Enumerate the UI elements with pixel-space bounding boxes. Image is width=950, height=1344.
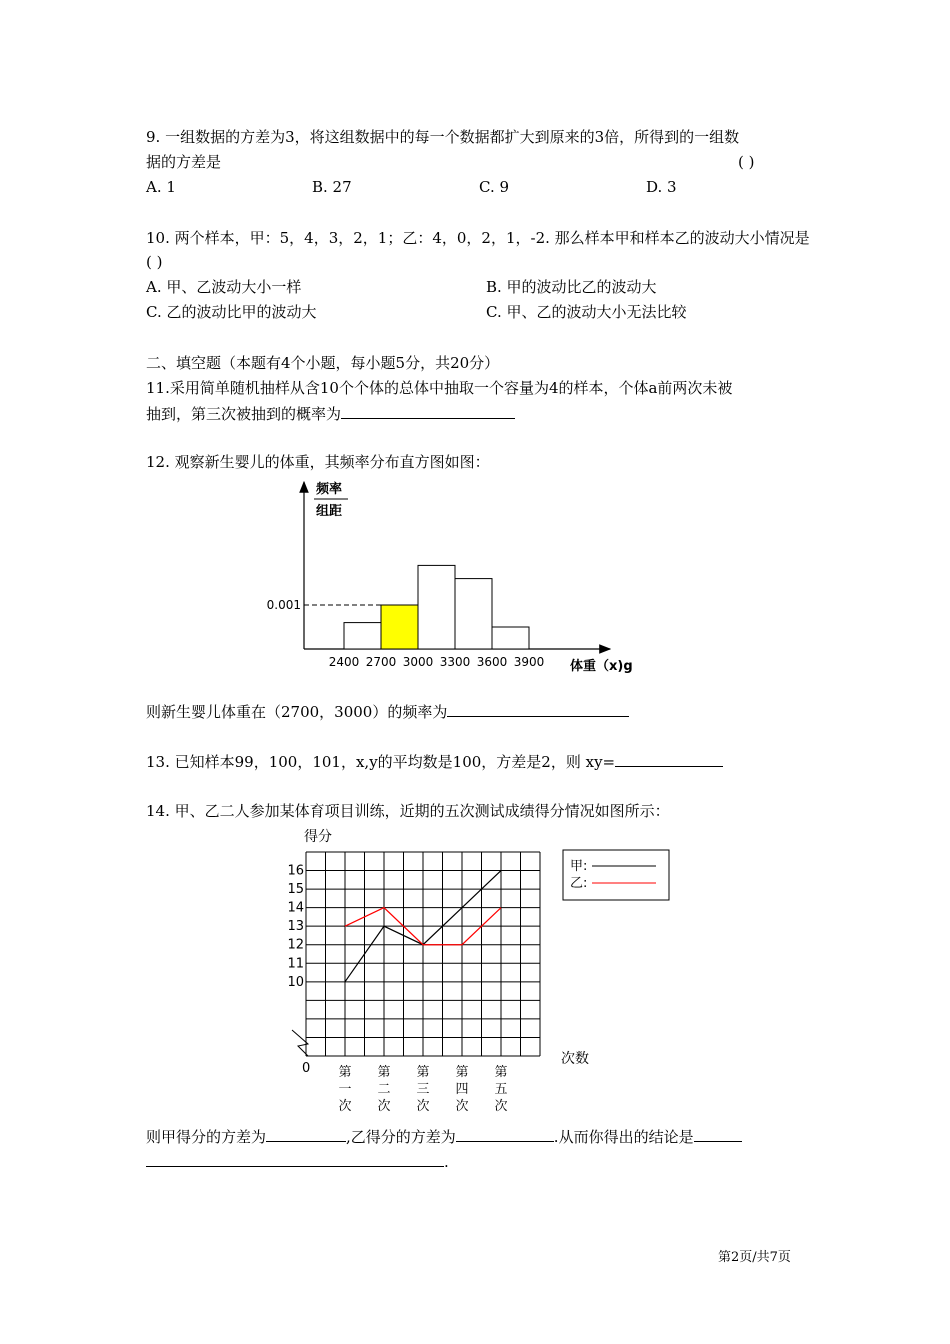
line-chart-x-label <box>338 1065 351 1114</box>
q9-option-b: B. 27 <box>312 178 352 196</box>
line-chart-xlabel: 次数 <box>561 1051 589 1067</box>
histogram-bar-4 <box>455 579 492 649</box>
svg-text:三: 三 <box>416 1082 430 1097</box>
q11-line1: 11.采用简单随机抽样从含10个个体的总体中抽取一个容量为4的样本，个体a前两次未被 <box>146 379 733 397</box>
q9-option-c: C. 9 <box>479 178 510 196</box>
svg-text:第: 第 <box>494 1065 508 1080</box>
q14-tail-c: .从而你得出的结论是 <box>553 1128 694 1146</box>
line-chart-x-label <box>416 1065 429 1114</box>
svg-text:第: 第 <box>377 1065 391 1080</box>
histogram-reference-label: 0.001 <box>266 598 301 612</box>
svg-text:次: 次 <box>416 1099 430 1114</box>
q9-option-d: D. 3 <box>646 178 677 196</box>
histogram-bar-3 <box>418 565 455 649</box>
q12-tail-text: 则新生婴儿体重在（2700，3000）的频率为 <box>146 703 448 721</box>
q9-option-a: A. 1 <box>146 178 176 196</box>
line-chart-legend <box>563 850 669 900</box>
q11-line2-text: 抽到，第三次被抽到的概率为 <box>146 405 342 423</box>
line-chart-y-tick: 14 <box>287 900 304 916</box>
histogram-x-tick: 3300 <box>439 655 471 669</box>
line-chart-x-label <box>494 1065 507 1114</box>
svg-text:五: 五 <box>494 1082 508 1097</box>
q10-option-a: A. 甲、乙波动大小一样 <box>146 278 302 296</box>
histogram-x-tick: 2400 <box>328 655 360 669</box>
histogram-ylabel-bottom: 组距 <box>316 504 343 519</box>
q13-answer-blank[interactable] <box>615 751 723 767</box>
legend-label-jia: 甲: <box>570 859 588 874</box>
q13-line <box>146 751 723 772</box>
line-chart-y-tick: 16 <box>287 863 304 879</box>
q14-blank-conclusion[interactable] <box>694 1126 742 1142</box>
q10-option-c: C. 乙的波动比甲的波动大 <box>146 303 317 321</box>
svg-text:次: 次 <box>494 1099 508 1114</box>
q12-intro: 12. 观察新生婴儿的体重，其频率分布直方图如图： <box>146 453 490 471</box>
q10-answer-paren: ( ) <box>146 253 163 271</box>
histogram-chart <box>240 472 660 682</box>
q14-intro: 14. 甲、乙二人参加某体育项目训练，近期的五次测试成绩得分情况如图所示： <box>146 802 670 820</box>
q12-tail <box>146 701 629 722</box>
line-chart-ylabel: 得分 <box>304 829 332 845</box>
legend-label-yi: 乙: <box>570 876 588 891</box>
histogram-bar-2 <box>381 605 418 649</box>
line-chart-x-label <box>455 1065 468 1114</box>
q14-period: . <box>444 1153 449 1171</box>
q10-option-b: B. 甲的波动比乙的波动大 <box>486 278 657 296</box>
q9-answer-paren: ( ) <box>738 153 755 171</box>
q14-tail-a: 则甲得分的方差为 <box>146 1128 267 1146</box>
svg-text:次: 次 <box>338 1099 352 1114</box>
q13-text: 13. 已知样本99，100，101，x,y的平均数是100，方差是2，则 xy= <box>146 753 616 771</box>
histogram-x-tick: 3000 <box>402 655 434 669</box>
line-chart-y-tick: 12 <box>287 937 304 953</box>
q10-option-d: C. 甲、乙的波动大小无法比较 <box>486 303 687 321</box>
q14-tail-b: ,乙得分的方差为 <box>346 1128 456 1146</box>
histogram-x-tick: 2700 <box>365 655 397 669</box>
svg-text:第: 第 <box>338 1065 352 1080</box>
section-heading: 二、填空题（本题有4个小题，每小题5分，共20分） <box>146 354 500 372</box>
svg-text:二: 二 <box>377 1082 391 1097</box>
q14-blank-yi[interactable] <box>456 1126 554 1142</box>
score-line-chart <box>270 822 690 1122</box>
q14-tail-line2 <box>146 1151 449 1172</box>
svg-text:次: 次 <box>455 1099 469 1114</box>
histogram-x-tick: 3900 <box>513 655 545 669</box>
histogram-x-tick: 3600 <box>476 655 508 669</box>
histogram-ylabel-top: 频率 <box>316 482 343 497</box>
q11-line2 <box>146 403 515 424</box>
line-chart-y-tick: 10 <box>287 974 304 990</box>
q10-line1: 10. 两个样本，甲：5，4，3，2，1；乙：4，0，2，1，-2. 那么样本甲和样本乙的波动大小情况是 <box>146 229 810 247</box>
svg-text:次: 次 <box>377 1099 391 1114</box>
line-chart-origin: 0 <box>302 1061 311 1076</box>
line-chart-y-tick: 15 <box>287 882 304 898</box>
histogram-bar-1 <box>344 623 381 649</box>
q14-tail <box>146 1126 742 1147</box>
line-chart-y-tick: 13 <box>287 919 304 935</box>
q12-answer-blank[interactable] <box>447 701 629 717</box>
line-chart-y-tick: 11 <box>287 956 304 972</box>
svg-text:一: 一 <box>338 1082 352 1097</box>
line-chart-x-label <box>377 1065 390 1114</box>
histogram-xlabel: 体重（x)g <box>570 659 633 674</box>
q9-line1: 9. 一组数据的方差为3，将这组数据中的每一个数据都扩大到原来的3倍，所得到的一组数 <box>146 128 740 146</box>
q14-blank-conclusion-cont[interactable] <box>146 1151 444 1167</box>
svg-text:四: 四 <box>455 1082 469 1097</box>
svg-text:第: 第 <box>416 1065 430 1080</box>
histogram-bar-5 <box>492 627 529 649</box>
q9-line2: 据的方差是 <box>146 153 222 171</box>
q14-blank-jia[interactable] <box>266 1126 346 1142</box>
page-number: 第2页/共7页 <box>718 1250 791 1265</box>
q11-answer-blank[interactable] <box>341 403 515 419</box>
svg-text:第: 第 <box>455 1065 469 1080</box>
